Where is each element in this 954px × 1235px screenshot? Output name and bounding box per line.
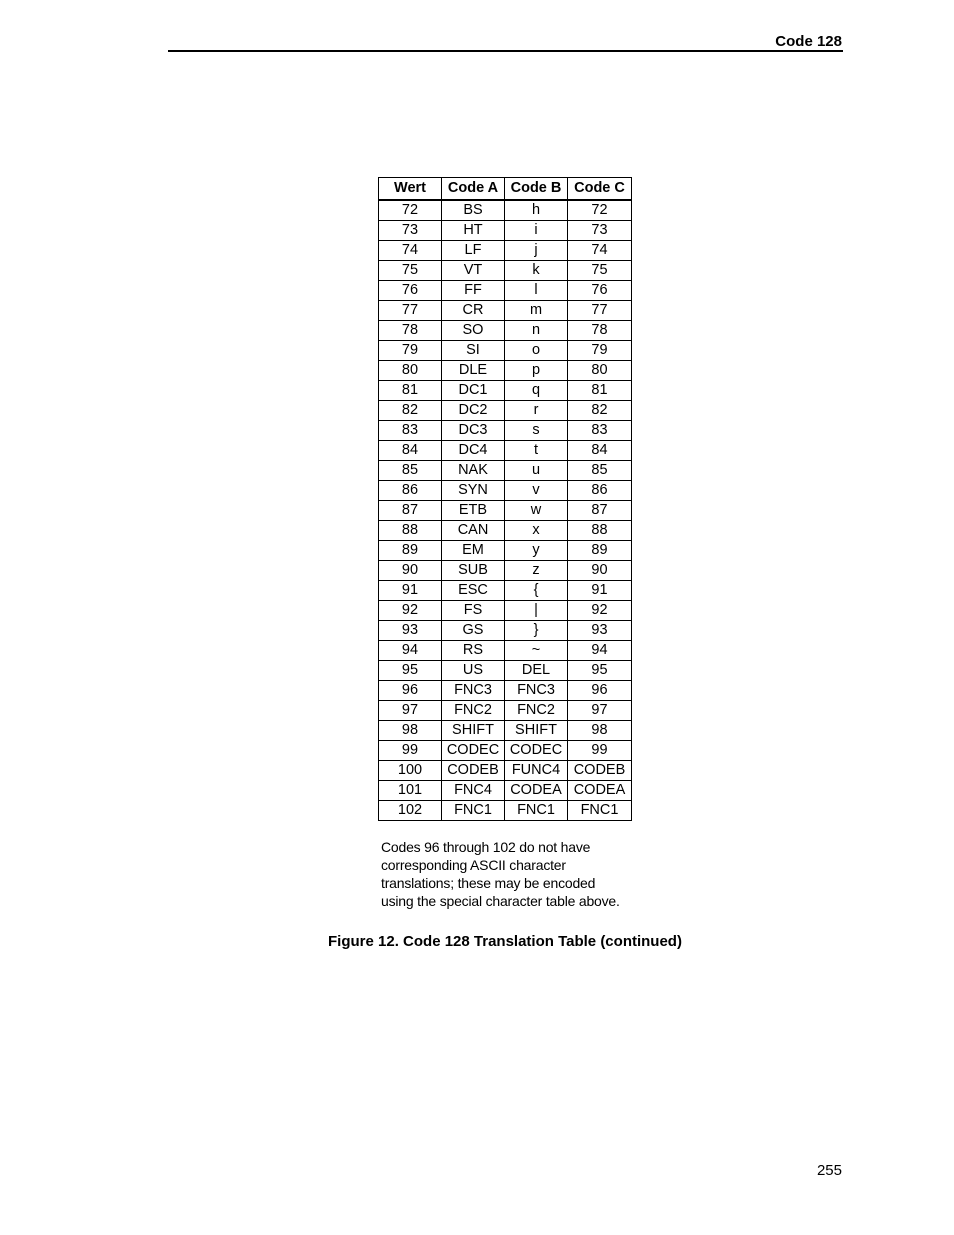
cell-code-a: ETB	[442, 501, 505, 521]
table-body	[379, 200, 632, 821]
cell-code-c: 78	[568, 321, 632, 341]
cell-wert: 95	[379, 661, 442, 681]
cell-code-a: CODEB	[442, 761, 505, 781]
table-note	[381, 838, 631, 910]
cell-code-c: 79	[568, 341, 632, 361]
cell-code-b: t	[505, 441, 568, 461]
cell-code-c: 88	[568, 521, 632, 541]
table-row	[379, 481, 632, 501]
cell-code-a: EM	[442, 541, 505, 561]
cell-code-c: 84	[568, 441, 632, 461]
table-row	[379, 801, 632, 821]
cell-wert: 89	[379, 541, 442, 561]
cell-code-b: p	[505, 361, 568, 381]
cell-code-c: 90	[568, 561, 632, 581]
cell-code-a: HT	[442, 221, 505, 241]
cell-wert: 101	[379, 781, 442, 801]
header-rule	[168, 50, 843, 52]
cell-wert: 98	[379, 721, 442, 741]
cell-code-c: 94	[568, 641, 632, 661]
table-row	[379, 581, 632, 601]
table-row	[379, 701, 632, 721]
cell-wert: 92	[379, 601, 442, 621]
cell-code-b: k	[505, 261, 568, 281]
cell-code-a: FNC4	[442, 781, 505, 801]
cell-code-b: m	[505, 301, 568, 321]
figure-caption: Figure 12. Code 128 Translation Table (continued)	[328, 933, 682, 950]
table-row	[379, 441, 632, 461]
cell-code-b: s	[505, 421, 568, 441]
cell-wert: 81	[379, 381, 442, 401]
cell-wert: 77	[379, 301, 442, 321]
table-row	[379, 200, 632, 221]
cell-code-b: v	[505, 481, 568, 501]
cell-code-b: h	[505, 200, 568, 221]
cell-code-c: CODEA	[568, 781, 632, 801]
cell-code-a: BS	[442, 200, 505, 221]
cell-wert: 94	[379, 641, 442, 661]
cell-code-a: ESC	[442, 581, 505, 601]
table-row	[379, 241, 632, 261]
cell-wert: 75	[379, 261, 442, 281]
cell-code-b: x	[505, 521, 568, 541]
cell-code-a: FF	[442, 281, 505, 301]
cell-code-c: 95	[568, 661, 632, 681]
cell-code-b: z	[505, 561, 568, 581]
cell-wert: 87	[379, 501, 442, 521]
cell-code-a: CR	[442, 301, 505, 321]
cell-wert: 91	[379, 581, 442, 601]
cell-code-b: ~	[505, 641, 568, 661]
cell-wert: 100	[379, 761, 442, 781]
cell-code-b: n	[505, 321, 568, 341]
cell-code-b: q	[505, 381, 568, 401]
cell-code-b: u	[505, 461, 568, 481]
cell-code-b: CODEA	[505, 781, 568, 801]
cell-code-a: FNC1	[442, 801, 505, 821]
cell-code-b: DEL	[505, 661, 568, 681]
cell-code-c: 91	[568, 581, 632, 601]
cell-code-a: FNC2	[442, 701, 505, 721]
cell-code-b: SHIFT	[505, 721, 568, 741]
cell-code-b: FNC3	[505, 681, 568, 701]
table-row	[379, 361, 632, 381]
table-row	[379, 341, 632, 361]
cell-code-a: GS	[442, 621, 505, 641]
table-row	[379, 541, 632, 561]
cell-code-b: o	[505, 341, 568, 361]
cell-code-a: DC1	[442, 381, 505, 401]
cell-wert: 88	[379, 521, 442, 541]
cell-code-b: CODEC	[505, 741, 568, 761]
cell-code-c: 98	[568, 721, 632, 741]
cell-wert: 85	[379, 461, 442, 481]
cell-wert: 96	[379, 681, 442, 701]
running-header-title: Code 128	[775, 33, 842, 50]
cell-wert: 99	[379, 741, 442, 761]
cell-code-a: SUB	[442, 561, 505, 581]
cell-code-a: DC3	[442, 421, 505, 441]
cell-code-a: US	[442, 661, 505, 681]
note-line: using the special character table above.	[381, 893, 620, 909]
cell-code-a: DC4	[442, 441, 505, 461]
cell-code-a: LF	[442, 241, 505, 261]
cell-code-b: w	[505, 501, 568, 521]
cell-code-b: FNC2	[505, 701, 568, 721]
cell-code-c: 72	[568, 200, 632, 221]
table-row	[379, 321, 632, 341]
cell-code-c: 86	[568, 481, 632, 501]
cell-code-c: 74	[568, 241, 632, 261]
cell-code-b: i	[505, 221, 568, 241]
cell-code-a: NAK	[442, 461, 505, 481]
cell-code-a: RS	[442, 641, 505, 661]
table-row	[379, 661, 632, 681]
note-line: translations; these may be encoded	[381, 875, 596, 891]
table-row	[379, 781, 632, 801]
note-line: Codes 96 through 102 do not have	[381, 839, 591, 855]
cell-code-b: j	[505, 241, 568, 261]
table-header-row	[379, 178, 632, 201]
table-row	[379, 221, 632, 241]
cell-code-b: FNC1	[505, 801, 568, 821]
cell-code-c: 83	[568, 421, 632, 441]
table-row	[379, 281, 632, 301]
table-row	[379, 601, 632, 621]
table-row	[379, 261, 632, 281]
cell-code-c: CODEB	[568, 761, 632, 781]
table-row	[379, 741, 632, 761]
cell-code-c: 99	[568, 741, 632, 761]
cell-code-a: SHIFT	[442, 721, 505, 741]
cell-code-b: l	[505, 281, 568, 301]
cell-code-b: }	[505, 621, 568, 641]
cell-code-a: CODEC	[442, 741, 505, 761]
table-row	[379, 301, 632, 321]
table-row	[379, 561, 632, 581]
translation-table	[378, 177, 632, 821]
cell-code-c: 96	[568, 681, 632, 701]
cell-wert: 102	[379, 801, 442, 821]
cell-code-c: 81	[568, 381, 632, 401]
cell-code-b: {	[505, 581, 568, 601]
cell-code-c: 73	[568, 221, 632, 241]
cell-wert: 73	[379, 221, 442, 241]
cell-code-c: 89	[568, 541, 632, 561]
cell-wert: 97	[379, 701, 442, 721]
cell-wert: 84	[379, 441, 442, 461]
cell-code-a: SO	[442, 321, 505, 341]
table-row	[379, 681, 632, 701]
cell-code-c: 93	[568, 621, 632, 641]
cell-code-b: |	[505, 601, 568, 621]
note-line: corresponding ASCII character	[381, 857, 566, 873]
cell-wert: 90	[379, 561, 442, 581]
cell-wert: 80	[379, 361, 442, 381]
table-row	[379, 461, 632, 481]
cell-code-a: DLE	[442, 361, 505, 381]
cell-code-b: r	[505, 401, 568, 421]
cell-code-a: DC2	[442, 401, 505, 421]
cell-wert: 72	[379, 200, 442, 221]
cell-code-a: CAN	[442, 521, 505, 541]
column-header-code-a: Code A	[442, 178, 505, 201]
table-row	[379, 521, 632, 541]
column-header-code-c: Code C	[568, 178, 632, 201]
cell-code-c: 87	[568, 501, 632, 521]
cell-code-b: FUNC4	[505, 761, 568, 781]
cell-code-a: VT	[442, 261, 505, 281]
cell-code-c: 77	[568, 301, 632, 321]
table-row	[379, 381, 632, 401]
page-number: 255	[816, 1162, 842, 1179]
cell-wert: 83	[379, 421, 442, 441]
table-row	[379, 721, 632, 741]
table-row	[379, 621, 632, 641]
cell-code-c: 97	[568, 701, 632, 721]
table-row	[379, 641, 632, 661]
table-row	[379, 761, 632, 781]
cell-code-a: SI	[442, 341, 505, 361]
cell-code-a: FS	[442, 601, 505, 621]
cell-code-b: y	[505, 541, 568, 561]
cell-code-c: 80	[568, 361, 632, 381]
cell-code-c: 85	[568, 461, 632, 481]
column-header-wert: Wert	[379, 178, 442, 201]
cell-code-c: FNC1	[568, 801, 632, 821]
cell-code-c: 76	[568, 281, 632, 301]
cell-code-a: SYN	[442, 481, 505, 501]
cell-wert: 86	[379, 481, 442, 501]
table-row	[379, 501, 632, 521]
cell-wert: 79	[379, 341, 442, 361]
cell-code-a: FNC3	[442, 681, 505, 701]
cell-wert: 78	[379, 321, 442, 341]
table-row	[379, 421, 632, 441]
cell-wert: 76	[379, 281, 442, 301]
cell-code-c: 92	[568, 601, 632, 621]
column-header-code-b: Code B	[505, 178, 568, 201]
cell-wert: 82	[379, 401, 442, 421]
cell-wert: 74	[379, 241, 442, 261]
cell-code-c: 75	[568, 261, 632, 281]
table-row	[379, 401, 632, 421]
cell-wert: 93	[379, 621, 442, 641]
cell-code-c: 82	[568, 401, 632, 421]
